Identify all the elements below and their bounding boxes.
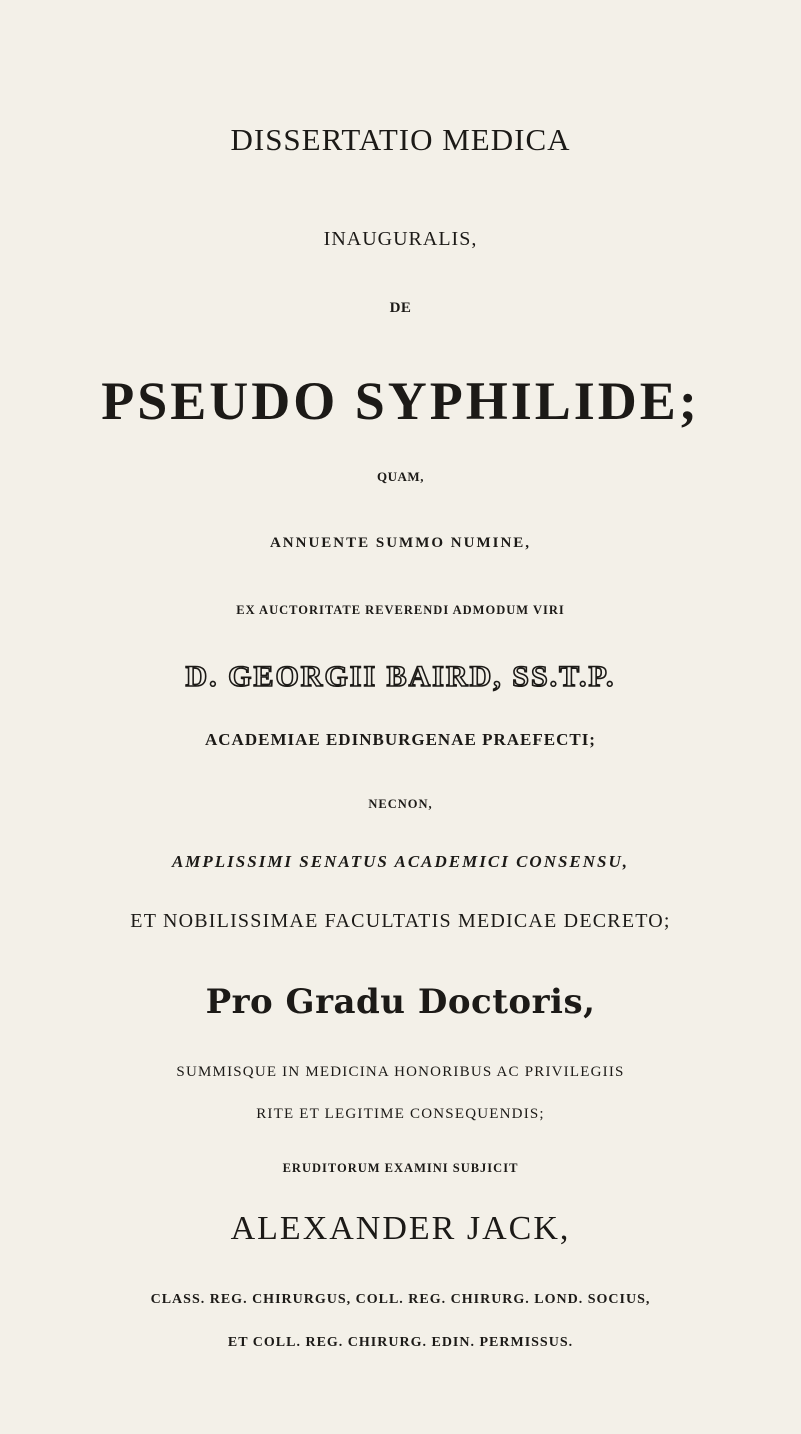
pro-gradu-line: Pro Gradu Doctoris, — [205, 982, 596, 1022]
summisque-line: SUMMISQUE IN MEDICINA HONORIBUS AC PRIVILEGIIS — [176, 1064, 625, 1080]
eruditorum-line: ERUDITORUM EXAMINI SUBJICIT — [282, 1161, 519, 1175]
subject-title: PSEUDO SYPHILIDE; — [101, 371, 700, 431]
dissertation-title: DISSERTATIO MEDICA — [230, 122, 571, 157]
rite-line: RITE ET LEGITIME CONSEQUENDIS; — [256, 1106, 545, 1122]
quam-line: QUAM, — [377, 469, 424, 484]
inauguralis-line: INAUGURALIS, — [323, 228, 478, 250]
author-titles-line-2: ET COLL. REG. CHIRURG. EDIN. PERMISSUS. — [227, 1335, 574, 1350]
senatus-line: AMPLISSIMI SENATUS ACADEMICI CONSENSU, — [171, 852, 630, 871]
de-line: DE — [389, 300, 412, 316]
praefectus-name: D. GEORGII BAIRD, SS.T.P. — [185, 660, 616, 693]
author-titles-line-1: CLASS. REG. CHIRURGUS, COLL. REG. CHIRURG. LOND. SOCIUS, — [150, 1292, 651, 1307]
academiae-line: ACADEMIAE EDINBURGENAE PRAEFECTI; — [205, 730, 596, 749]
annuente-line: ANNUENTE SUMMO NUMINE, — [269, 535, 532, 551]
auctoritate-line: EX AUCTORITATE REVERENDI ADMODUM VIRI — [236, 603, 565, 617]
facultas-line: ET NOBILISSIMAE FACULTATIS MEDICAE DECRETO; — [130, 910, 671, 932]
necnon-line: NECNON, — [368, 797, 433, 811]
author-name: ALEXANDER JACK, — [230, 1210, 571, 1247]
